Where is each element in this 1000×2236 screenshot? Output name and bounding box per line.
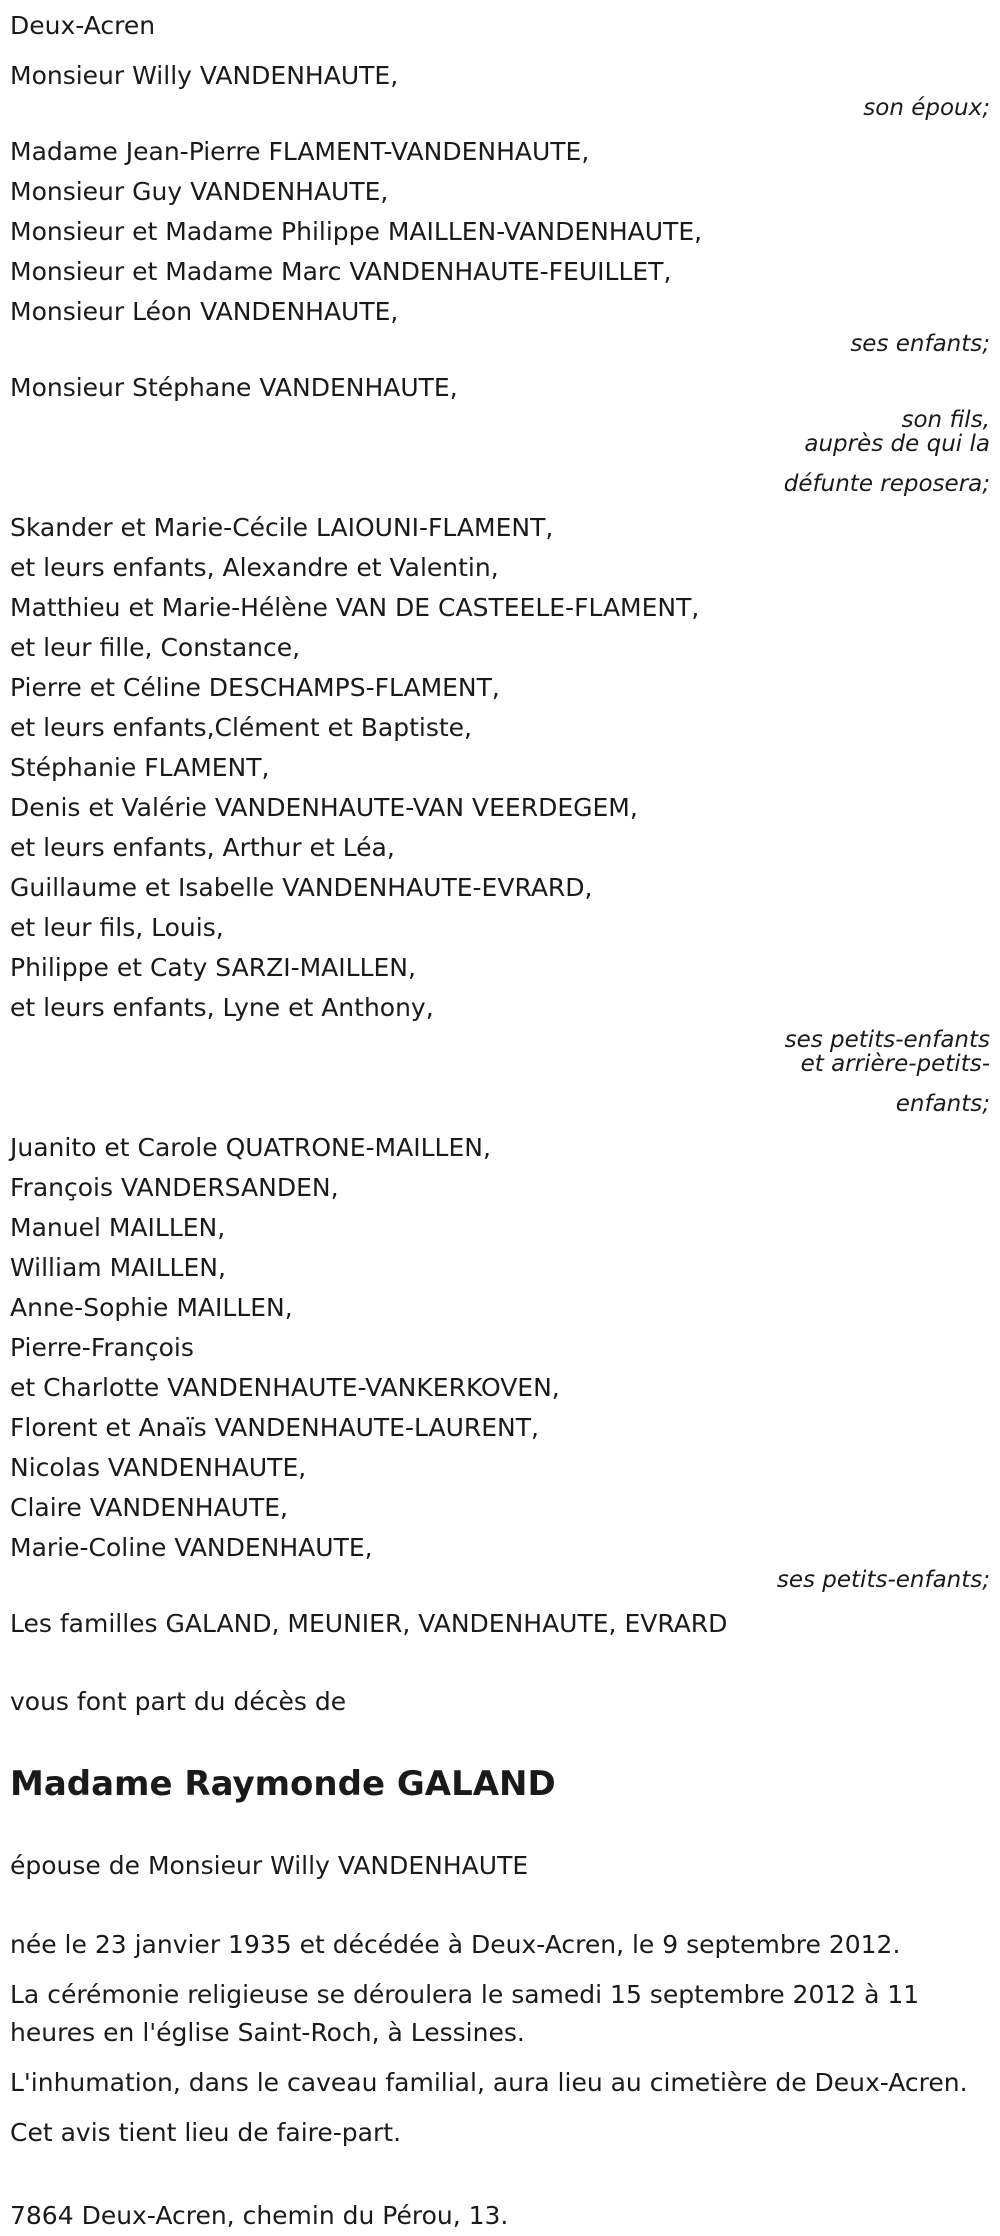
family-member-line: Monsieur Stéphane VANDENHAUTE, bbox=[10, 373, 458, 402]
family-member-line: Monsieur Willy VANDENHAUTE, bbox=[10, 61, 399, 90]
family-member-line: Florent et Anaïs VANDENHAUTE-LAURENT, bbox=[10, 1413, 539, 1442]
family-group bbox=[10, 508, 990, 1116]
relationship-label-line: ses petits-enfants bbox=[784, 1027, 990, 1053]
relationship-label bbox=[10, 1028, 990, 1116]
detail-paragraph: L'inhumation, dans le caveau familial, aura lieu au cimetière de Deux-Acren. bbox=[10, 2068, 968, 2097]
relationship-label bbox=[10, 332, 990, 356]
family-member-line: Skander et Marie-Cécile LAIOUNI-FLAMENT, bbox=[10, 513, 554, 542]
address-line: 7864 Deux-Acren, chemin du Pérou, 13. bbox=[10, 2201, 509, 2230]
obituary-notice bbox=[10, 0, 990, 2236]
detail-paragraph: née le 23 janvier 1935 et décédée à Deux-Acren, le 9 septembre 2012. bbox=[10, 1930, 901, 1959]
details-section bbox=[10, 1926, 990, 2152]
relationship-label-line: son époux; bbox=[863, 95, 990, 121]
relationship-label-line: et arrière-petits- bbox=[800, 1051, 990, 1077]
family-member-line: Matthieu et Marie-Hélène VAN DE CASTEELE-FLAMENT, bbox=[10, 593, 700, 622]
relationship-label bbox=[10, 96, 990, 120]
family-group bbox=[10, 1128, 990, 1592]
family-member-line: Pierre et Céline DESCHAMPS-FLAMENT, bbox=[10, 673, 500, 702]
spouse-line: épouse de Monsieur Willy VANDENHAUTE bbox=[10, 1851, 529, 1880]
relationship-label-line: ses petits-enfants; bbox=[776, 1567, 990, 1593]
relationship-label-line: enfants; bbox=[895, 1091, 990, 1117]
family-member-line: et leurs enfants, Arthur et Léa, bbox=[10, 833, 395, 862]
family-member-line: et leurs enfants, Alexandre et Valentin, bbox=[10, 553, 499, 582]
location-heading: Deux-Acren bbox=[10, 11, 156, 40]
family-list bbox=[10, 56, 990, 1644]
family-member-line: Manuel MAILLEN, bbox=[10, 1213, 226, 1242]
deceased-name: Madame Raymonde GALAND bbox=[10, 1764, 556, 1804]
detail-paragraph: Cet avis tient lieu de faire-part. bbox=[10, 2118, 402, 2147]
family-member-line: Claire VANDENHAUTE, bbox=[10, 1493, 288, 1522]
relationship-label bbox=[10, 1568, 990, 1592]
relationship-label-line: ses enfants; bbox=[850, 331, 990, 357]
family-member-line: Monsieur Léon VANDENHAUTE, bbox=[10, 297, 399, 326]
family-member-line: Les familles GALAND, MEUNIER, VANDENHAUTE, EVRARD bbox=[10, 1609, 728, 1638]
announcement-text: vous font part du décès de bbox=[10, 1687, 347, 1716]
family-member-line: Guillaume et Isabelle VANDENHAUTE-EVRARD, bbox=[10, 873, 593, 902]
relationship-label-line: défunte reposera; bbox=[783, 471, 990, 497]
family-member-line: et leur fils, Louis, bbox=[10, 913, 224, 942]
family-member-line: Nicolas VANDENHAUTE, bbox=[10, 1453, 307, 1482]
family-member-line: Denis et Valérie VANDENHAUTE-VAN VEERDEGEM, bbox=[10, 793, 638, 822]
family-member-line: William MAILLEN, bbox=[10, 1253, 226, 1282]
family-member-line: Monsieur et Madame Marc VANDENHAUTE-FEUILLET, bbox=[10, 257, 672, 286]
relationship-label-line: auprès de qui la bbox=[804, 431, 990, 457]
family-member-line: Monsieur et Madame Philippe MAILLEN-VANDENHAUTE, bbox=[10, 217, 703, 246]
family-member-line: Madame Jean-Pierre FLAMENT-VANDENHAUTE, bbox=[10, 137, 590, 166]
family-member-line: et leur fille, Constance, bbox=[10, 633, 301, 662]
family-member-line: Philippe et Caty SARZI-MAILLEN, bbox=[10, 953, 416, 982]
family-group bbox=[10, 56, 990, 120]
family-group bbox=[10, 368, 990, 496]
family-member-line: et Charlotte VANDENHAUTE-VANKERKOVEN, bbox=[10, 1373, 560, 1402]
family-member-line: Juanito et Carole QUATRONE-MAILLEN, bbox=[10, 1133, 491, 1162]
family-member-line: Pierre-François bbox=[10, 1333, 194, 1362]
family-member-line: Anne-Sophie MAILLEN, bbox=[10, 1293, 293, 1322]
family-member-line: Stéphanie FLAMENT, bbox=[10, 753, 270, 782]
family-member-line: Marie-Coline VANDENHAUTE, bbox=[10, 1533, 373, 1562]
family-member-line: Monsieur Guy VANDENHAUTE, bbox=[10, 177, 389, 206]
family-member-line: et leurs enfants, Lyne et Anthony, bbox=[10, 993, 434, 1022]
family-member-line: et leurs enfants,Clément et Baptiste, bbox=[10, 713, 472, 742]
relationship-label-line: son fils, bbox=[901, 407, 990, 433]
relationship-label bbox=[10, 408, 990, 496]
detail-paragraph: La cérémonie religieuse se déroulera le samedi 15 septembre 2012 à 11 heures en l'église Saint-Roch, à Lessines. bbox=[10, 1980, 920, 2047]
family-group bbox=[10, 1604, 990, 1644]
family-group bbox=[10, 132, 990, 356]
family-member-line: François VANDERSANDEN, bbox=[10, 1173, 339, 1202]
